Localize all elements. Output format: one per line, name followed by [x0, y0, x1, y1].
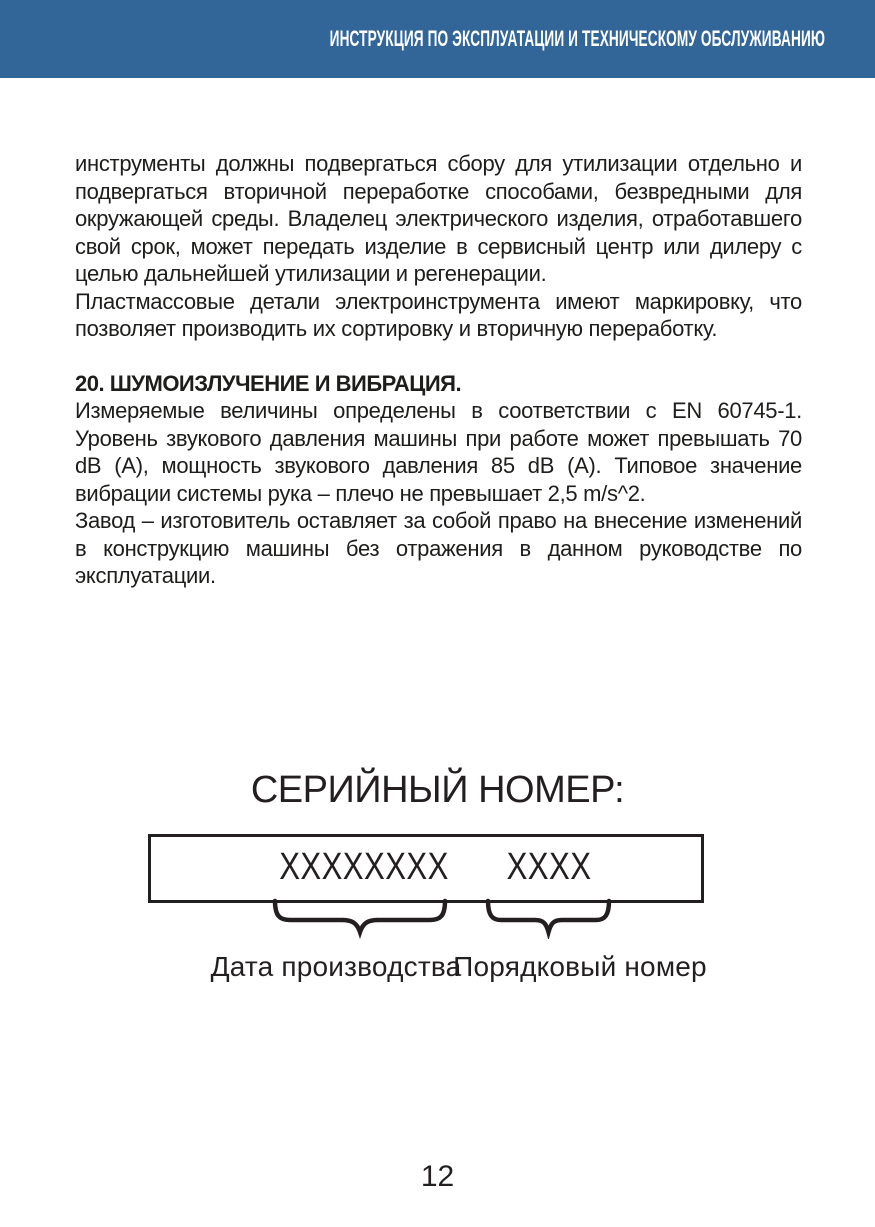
serial-number-box	[148, 834, 704, 903]
section-heading-noise-vibration: 20. ШУМОИЗЛУЧЕНИЕ И ВИБРАЦИЯ.	[75, 370, 462, 396]
sequence-number-label: Порядковый номер	[453, 951, 707, 982]
serial-sequence-placeholder	[497, 845, 600, 888]
page-number-value: 12	[420, 1160, 455, 1193]
serial-date-placeholder-text: XXXXXXXX	[279, 845, 449, 888]
paragraph-recycling: инструменты должны подвергаться сбору для утилизации отдельно и подвергаться вторичной переработке способами, безвредными для окружающей среды. Владелец электрического изделия, отработавшего свой срок, может передать изделие в сервисный центр или дилеру с целью дальнейшей утилизации и регенерации.	[75, 151, 802, 286]
header-title: ИНСТРУКЦИЯ ПО ЭКСПЛУАТАЦИИ И ТЕХНИЧЕСКОМУ ОБСЛУЖИВАНИЮ	[329, 26, 825, 51]
serial-date-placeholder	[260, 845, 467, 888]
paragraph-noise-levels: Измеряемые величины определены в соответствии с EN 60745-1. Уровень звукового давления машины при работе может превышать 70 dB (A), мощность звукового давления 85 dB (A). Типовое значение вибрации системы рука – плечо не превышает 2,5 m/s^2.	[75, 398, 802, 506]
paragraph-manufacturer-rights: Завод – изготовитель оставляет за собой право на внесение изменений в конструкцию машины без отражения в данном руководстве по эксплуатации.	[75, 508, 802, 588]
page-number	[0, 1160, 875, 1194]
body-text-column	[75, 150, 802, 590]
underbrace-right-icon	[485, 897, 612, 939]
page-header-bar	[0, 0, 875, 78]
serial-number-title: СЕРИЙНЫЙ НОМЕР:	[250, 769, 625, 811]
production-date-label: Дата производства	[210, 951, 462, 982]
serial-sequence-placeholder-text: XXXX	[506, 845, 592, 888]
underbrace-left-icon	[272, 897, 448, 939]
paragraph-plastic-parts: Пластмассовые детали электроинструмента имеют маркировку, что позволяет производить их сортировку и вторичную переработку.	[75, 288, 802, 341]
